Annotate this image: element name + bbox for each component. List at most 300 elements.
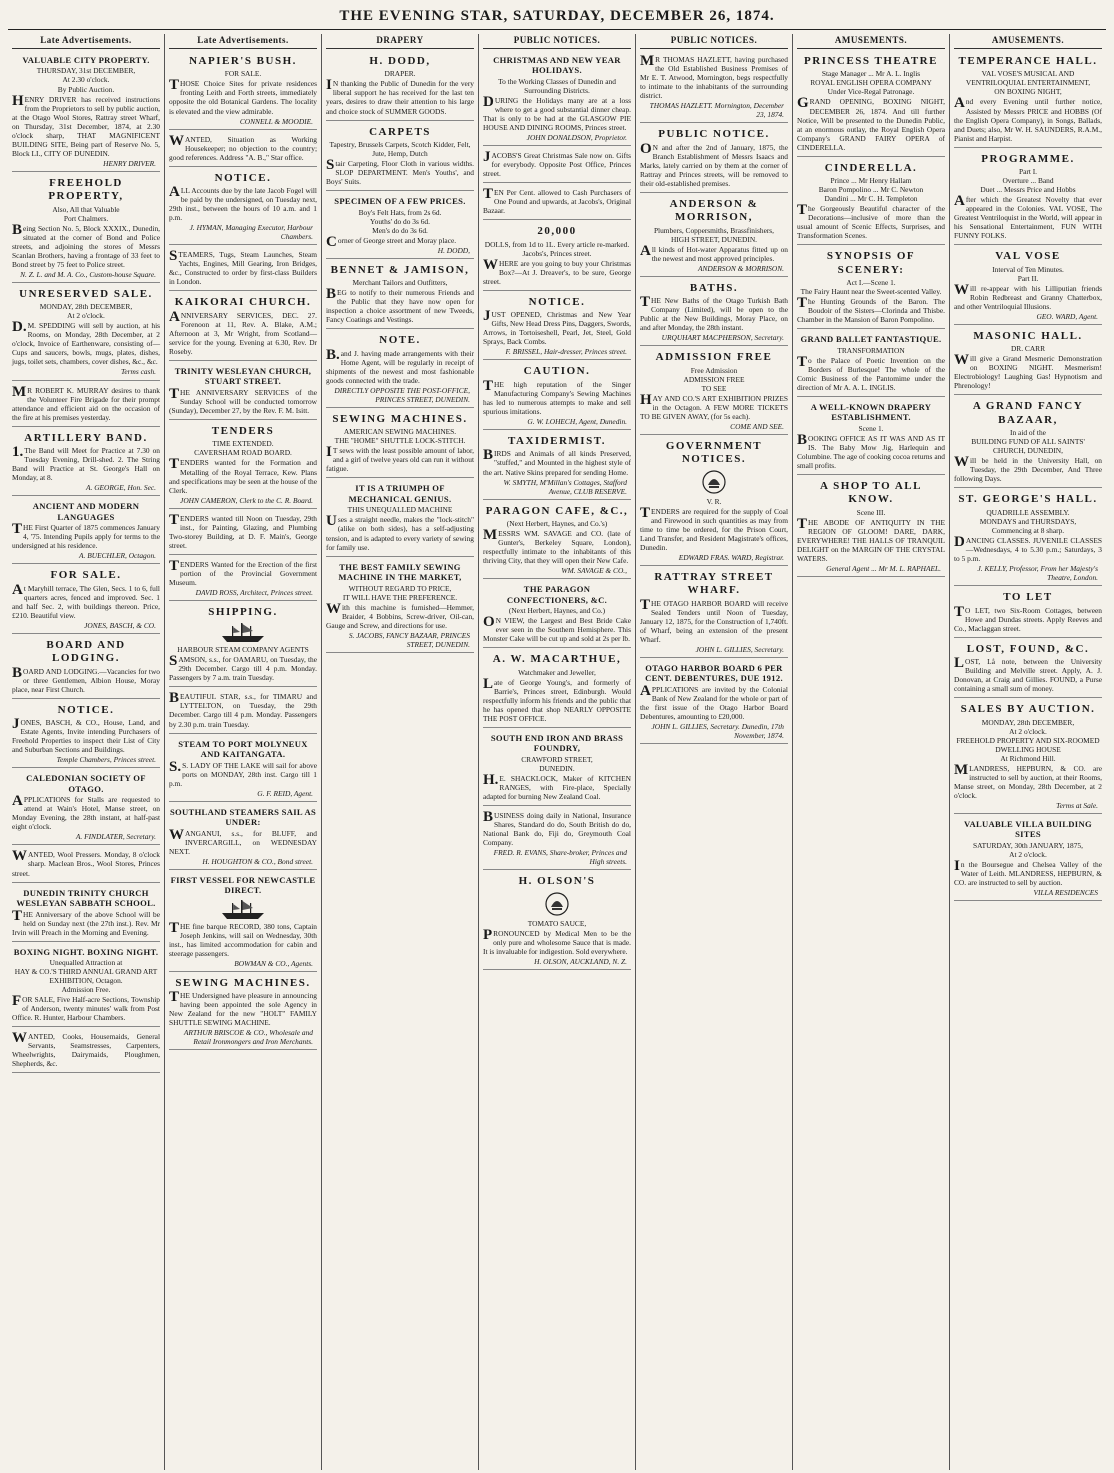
ad-signature: J. KELLY, Professor, From her Majesty's Theatre, London.	[977, 564, 1098, 583]
ad-body-text: DANCING CLASSES. JUVENILE CLASSES—Wednesdays, 4 to 5.30 p.m.; Saturdays, 3 to 5 p.m.	[954, 533, 1102, 563]
advertisement	[483, 730, 631, 806]
ad-line: At 2.30 o'clock.	[62, 75, 110, 85]
advertisement	[640, 348, 788, 435]
ad-body-text: HENRY DRIVER has received instructions from the Proprietors to sell by public auction, at the Otago Wool Stores, Rattray street Wharf, on Thursday, 31st December, 1874, at 2.30 o'clock sharp, THAT MAGNIFICENT BUILDING SITE, Being part of Reserve No. 5, Block LI., CITY OF DUNEDIN.	[12, 92, 160, 158]
ad-body-text: BEG to notify to their numerous Friends and the Public that they have now open for inspection a choice assortment of new Tweeds, Fancy Coatings and Vestings.	[326, 286, 474, 325]
ad-signature: FRED. R. EVANS, Share-broker, Princes and High streets.	[493, 848, 627, 867]
ad-body-text: B.and J. having made arrangements with their Home Agent, will be regularly in receipt of shipments of the newest and most fashionable goods connected with the trade.	[326, 346, 474, 385]
advertisement	[483, 808, 631, 870]
ad-line: V. R.	[706, 496, 722, 506]
ad-line: DOLLS, from 1d to 1L. Every article re-marked. Jacobs's, Princes street.	[484, 239, 630, 258]
ad-body-text: The Gorgeously Beautiful character of the Decorations—inclusive of more than the usual amount of Scenic Effects, Surprises, and Transformation Scenes.	[797, 202, 945, 241]
ad-body-text: THE high reputation of the Singer Manufacturing Company's Sewing Machines has led to numerous attempts to make and sell spurious imitations.	[483, 377, 631, 416]
ad-line: DRAPER.	[384, 69, 416, 79]
column-header: PUBLIC NOTICES.	[640, 34, 788, 49]
ad-line: Free Admission	[690, 365, 738, 375]
ad-line: DUNEDIN.	[539, 763, 575, 773]
ad-title: CARPETS	[369, 125, 431, 138]
ad-title: SALES BY AUCTION.	[960, 703, 1096, 716]
ad-signature: JOHN CAMERON, Clerk to the C. R. Board.	[180, 495, 313, 505]
advertisement	[954, 327, 1102, 396]
advertisement	[640, 660, 788, 744]
ad-line: To the Working Classes of Dunedin and Surrounding Districts.	[498, 76, 616, 95]
ad-signature: VILLA RESIDENCES	[1033, 887, 1098, 897]
ad-title: THE PARAGON CONFECTIONERS, &C.	[506, 584, 608, 605]
ad-signature: Terms cash.	[120, 367, 156, 377]
ad-body-text: Being Section No. 5, Block XXXIX., Dunedin, situated at the corner of Bond and Police streets, and adjoining the stores of Messrs Scanlan Brothers, having a frontage of 33 feet to Bond street by 75 feet to Police street.	[12, 221, 160, 269]
ad-line: Watchmaker and Jeweller,	[518, 667, 596, 677]
ad-title: CAUTION.	[523, 365, 591, 378]
ad-line: FOR SALE.	[224, 69, 262, 79]
ad-body-text: H.E. SHACKLOCK, Maker of KITCHEN RANGES, with Fire-place, Specially adapted for burning New Zealand Coal.	[483, 771, 631, 801]
ad-signature: JOHN L. GILLIES, Secretary. Dunedin, 17th November, 1874.	[651, 722, 784, 741]
ad-title: ADMISSION FREE	[655, 351, 773, 364]
ad-signature: BOWMAN & CO., Agents.	[234, 958, 313, 968]
advertisement	[12, 701, 160, 769]
ad-title: KAIKORAI CHURCH.	[174, 296, 312, 309]
ad-title: SOUTHLAND STEAMERS SAIL AS UNDER:	[169, 806, 317, 828]
ad-body-text: FOR SALE, Five Half-acre Sections, Township of Anderson, twenty minutes' walk from Post Office. R. Hunter, Harbour Chambers.	[12, 993, 160, 1023]
advertisement	[954, 490, 1102, 586]
advertisement	[326, 52, 474, 121]
ad-title: DUNEDIN TRINITY CHURCH WESLEYAN SABBATH SCHOOL.	[16, 887, 156, 909]
ad-signature: HENRY DRIVER.	[103, 158, 156, 168]
advertisement	[640, 437, 788, 566]
ad-body-text: THE fine barque RECORD, 380 tons, Captain Joseph Jenkins, will sail on Wednesday, 30th inst., has limited accommodation for cabin and steerage passengers.	[169, 919, 317, 958]
advertisement	[640, 125, 788, 193]
advertisement	[12, 885, 160, 942]
ad-line: DR. CARR	[1010, 344, 1046, 354]
ad-title: VALUABLE VILLA BUILDING SITES	[964, 818, 1092, 840]
ad-signature: Temple Chambers, Princes street.	[56, 755, 156, 765]
advertisement	[12, 429, 160, 497]
advertisement	[797, 399, 945, 475]
ad-title: PUBLIC NOTICE.	[658, 128, 770, 141]
ad-line: SATURDAY, 30th JANUARY, 1875,	[973, 840, 1083, 850]
ad-title: TRINITY WESLEYAN CHURCH, STUART STREET.	[174, 365, 312, 387]
ad-body-text: To the Palace of Poetic Invention on the Borders of Burlesque! The whole of the Comic Business of the Pantomime under the direction of Mr A. A. L. INGLIS.	[797, 353, 945, 392]
ad-signature: S. JACOBS, FANCY BAZAAR, PRINCES STREET, DUNEDIN.	[348, 630, 470, 649]
ad-line: THE "HOME" SHUTTLE LOCK-STITCH.	[334, 436, 466, 446]
ad-title: RATTRAY STREET WHARF.	[654, 570, 774, 597]
ad-line: Commencing at 8 sharp.	[991, 525, 1065, 535]
ad-line: ON BOXING NIGHT,	[994, 87, 1062, 97]
ship-icon	[220, 898, 266, 920]
ad-body-text: In the Boursegue and Chelsea Valley of the Water of Leith. MLANDRESS, HEPBURN, & CO. are instructed to sell by auction.	[954, 857, 1102, 887]
ad-title: BOARD AND LODGING.	[46, 638, 126, 665]
advertisement	[326, 331, 474, 408]
ad-signature: DAVID ROSS, Architect, Princes street.	[195, 587, 313, 597]
advertisement	[483, 502, 631, 580]
ad-signature: WM. SAVAGE & CO.,	[561, 566, 627, 576]
ad-body-text: TENDERS are required for the supply of Coal and Firewood in such quantities as may from time to time be ordered, for the Prison Court, Land Transfer, and Resident Magistrate's offices, Dunedin.	[640, 504, 788, 552]
advertisement	[640, 195, 788, 277]
ad-line: HARBOUR STEAM COMPANY AGENTS	[177, 645, 309, 655]
ad-body-text: BOARD AND LODGING.—Vacancies for two or three Gentlemen, Albion House, Moray place, near First Church.	[12, 664, 160, 694]
advertisement	[169, 52, 317, 130]
ad-signature: A. GEORGE, Hon. Sec.	[86, 483, 156, 493]
ad-line: Duet ... Messrs Price and Hobbs	[980, 185, 1076, 195]
ad-line: MONDAY, 28th DECEMBER,	[981, 717, 1075, 727]
ad-body-text: At Maryhill terrace, The Glen, Secs. 1 to 6, full quarters acres, fenced and improved. Sec. 1 and half Sec. 2, with buildings thereon. Price, £210. Beautiful view.	[12, 581, 160, 620]
ad-body-text: IN thanking the Public of Dunedin for the very liberal support he has received for the last ten years, desires to draw their attention to his large and choice stock of SUMMER GOODS.	[326, 77, 474, 116]
ad-signature: ANDERSON & MORRISON.	[697, 263, 784, 273]
ad-title: OTAGO HARBOR BOARD 6 PER CENT. DEBENTURES, DUE 1912.	[645, 662, 783, 684]
ad-line: TIME EXTENDED.	[212, 439, 274, 449]
ad-line: MONDAY, 28th DECEMBER,	[39, 302, 133, 312]
ad-title: ANCIENT AND MODERN LANGUAGES	[32, 501, 140, 522]
ad-body-text: Late of George Young's, and formerly of Barrie's, Princes street, Edinburgh. Would respectfully inform his friends and the public that he has opened that shop NEARLY OPPOSITE THE POST OFFICE.	[483, 675, 631, 723]
ad-title: SYNOPSIS OF SCENERY:	[826, 250, 916, 276]
ad-title: SOUTH END IRON AND BRASS FOUNDRY,	[490, 732, 624, 754]
ad-line: Stage Manager ... Mr A. L. Inglis	[821, 69, 921, 79]
ad-title: FIRST VESSEL FOR NEWCASTLE DIRECT.	[170, 874, 316, 896]
ad-body-text: Will be held in the University Hall, on Tuesday, the 29th December, And Three following Days.	[954, 454, 1102, 484]
ad-title: ST. GEORGE'S HALL.	[958, 493, 1098, 506]
ad-title: A WELL-KNOWN DRAPERY ESTABLISHMENT.	[810, 401, 932, 423]
advertisement	[169, 247, 317, 291]
advertisement	[326, 123, 474, 192]
ad-body-text: SAMSON, s.s., for OAMARU, on Tuesday, the 29th December. Cargo till 4 p.m. Monday. Passengers by 7 a.m. train Tuesday.	[169, 653, 317, 683]
ad-line: Overture ... Band	[1002, 176, 1054, 186]
column-header: DRAPERY	[326, 34, 474, 49]
ad-line: By Public Auction.	[57, 84, 115, 94]
ad-signature: DIRECTLY OPPOSITE THE POST-OFFICE, PRINCES STREET, DUNEDIN.	[334, 385, 470, 404]
royal-crest-icon	[544, 891, 570, 917]
ad-title: CINDERELLA.	[824, 161, 918, 174]
ad-body-text: Stair Carpeting, Floor Cloth in various widths. SLOP DEPARTMENT. Men's Youths', and Boys' Suits.	[326, 157, 474, 187]
ad-line: HAY & CO.'S THIRD ANNUAL GRAND ART EXHIBITION, Octagon.	[14, 967, 158, 986]
advertisement	[12, 383, 160, 427]
ad-title: CALEDONIAN SOCIETY OF OTAGO.	[26, 773, 146, 794]
ad-title: PRINCESS THEATRE	[804, 54, 938, 67]
column-header: AMUSEMENTS.	[954, 34, 1102, 49]
ad-signature: URQUHART MACPHERSON, Secretary.	[661, 333, 784, 343]
ad-line: ROYAL ENGLISH OPERA COMPANY	[810, 78, 932, 88]
ship-icon	[220, 621, 266, 643]
ad-title: UNRESERVED SALE.	[19, 287, 153, 300]
ad-line: The Fairy Haunt near the Sweet-scented Valley.	[800, 287, 942, 297]
advertisement	[12, 847, 160, 882]
ad-body-text: All kinds of Hot-water Apparatus fitted up on the newest and most approved principles.	[640, 242, 788, 263]
advertisement	[483, 293, 631, 361]
ad-title: ARTILLERY BAND.	[24, 431, 148, 444]
columns-container	[8, 34, 1106, 1470]
ad-line: Merchant Tailors and Outfitters,	[352, 278, 448, 288]
ad-title: 20,000	[537, 225, 577, 238]
ad-signature: J. HYMAN, Managing Executor, Harbour Chambers.	[189, 223, 313, 242]
ad-title: IT IS A TRIUMPH OF MECHANICAL GENIUS.	[348, 483, 452, 504]
ad-title: BOXING NIGHT. BOXING NIGHT.	[13, 946, 159, 957]
ad-signature: F. BRISSEL, Hair-dresser, Princes street.	[505, 347, 627, 357]
ad-line: Also, All that Valuable	[52, 204, 120, 214]
advertisement	[169, 511, 317, 555]
ad-title: THE BEST FAMILY SEWING MACHINE IN THE MARKET,	[338, 561, 462, 583]
advertisement	[169, 132, 317, 167]
ad-title: A GRAND FANCY BAZAAR,	[972, 400, 1084, 426]
advertisement	[12, 566, 160, 634]
advertisement	[640, 279, 788, 347]
ad-body-text: MLANDRESS, HEPBURN, & CO. are instructed to sell by auction, at their Rooms, Manse street, on Monday, 28th December, at 2 o'clock.	[954, 761, 1102, 800]
advertisement	[169, 736, 317, 802]
ad-title: H. OLSON'S	[518, 875, 596, 888]
advertisement	[483, 148, 631, 183]
advertisement	[12, 498, 160, 564]
ad-line: Admission Free.	[61, 985, 111, 995]
ad-body-text: After which the Greatest Novelty that ever appeared in the Colonies. VAL VOSE, The Greatest Ventriloquist in the World, will appear in his Sensational Entertainment, FUN WITH FUNNY FOLKS.	[954, 193, 1102, 241]
ad-body-text: APPLICATIONS for Stalls are requested to attend at Wain's Hotel, Manse street, on Monday Evening, the 28th instant, at half-past eight o'clock.	[12, 793, 160, 832]
advertisement	[483, 872, 631, 970]
ad-title: TEMPERANCE HALL.	[958, 54, 1098, 67]
ad-body-text: S.S. LADY OF THE LAKE will sail for above ports on MONDAY, 28th inst. Cargo till 1 p.m.	[169, 758, 317, 788]
ad-signature: JONES, BASCH, & CO.	[84, 620, 156, 630]
advertisement	[954, 247, 1102, 325]
advertisement	[483, 222, 631, 291]
ad-title: A SHOP TO ALL KNOW.	[820, 480, 922, 506]
masthead: THE EVENING STAR, SATURDAY, DECEMBER 26, 1874.	[8, 6, 1106, 30]
advertisement	[12, 52, 160, 172]
ad-body-text: THE Anniversary of the above School will be held on Sunday next (the 27th inst.). Rev. Mr Irvin will Preach in the Morning and Evening.	[12, 907, 160, 937]
ad-signature: JOHN DONALDSON, Proprietor.	[526, 133, 627, 143]
advertisement	[169, 974, 317, 1051]
ad-title: FOR SALE.	[50, 569, 122, 582]
ad-title: H. DODD,	[369, 54, 431, 67]
ad-line: Part II.	[1017, 273, 1039, 283]
ad-line: Tapestry, Brussels Carpets, Scotch Kidder, Felt, Jute, Hemp, Dutch	[329, 139, 471, 158]
ad-line: TOMATO SAUCE,	[527, 918, 587, 928]
ad-body-text: ALL Accounts due by the late Jacob Fogel will be paid by the undersigned, on Tuesday next, 29th inst., between the hours of 10 a.m. and 1 p.m.	[169, 184, 317, 223]
ad-body-text: 1.The Band will Meet for Practice at 7.30 on Tuesday Evening, Drill-shed. 2. The String Band will Practice at St. George's Hall on Monday, at 8.	[12, 444, 160, 483]
ad-signature: General Agent ... Mr M. L. RAPHAEL.	[826, 564, 941, 574]
ad-line: TO SEE	[701, 383, 727, 393]
ad-body-text: TO LET, two Six-Room Cottages, between Howe and Dundas streets. Apply Reeves and Co., Maclaggan street.	[954, 603, 1102, 633]
advertisement	[169, 363, 317, 420]
ad-body-text: TENDERS Wanted for the Erection of the first portion of the Provincial Government Museum.	[169, 557, 317, 587]
advertisement	[326, 410, 474, 479]
advertisement	[640, 568, 788, 658]
ad-title: GRAND BALLET FANTASTIQUE.	[800, 334, 942, 345]
ad-title: A. W. MACARTHUE,	[492, 653, 622, 666]
advertisement	[169, 804, 317, 870]
advertisement	[797, 52, 945, 157]
ad-title: NOTE.	[379, 334, 421, 347]
ad-line: CAVERSHAM ROAD BOARD.	[194, 448, 292, 458]
advertisement	[954, 397, 1102, 488]
ad-line: Men's do do 3s 6d.	[372, 225, 428, 235]
ad-body-text: WANTED, Wool Pressers. Monday, 8 o'clock sharp. Maclean Bros., Wool Stores, Princes street.	[12, 848, 160, 878]
ad-signature: EDWARD FRAS. WARD, Registrar.	[678, 552, 784, 562]
ad-body-text: WHERE are you going to buy your Christmas Box?—At J. Dreaver's, to be sure, George street.	[483, 256, 631, 286]
advertisement	[954, 700, 1102, 814]
ad-body-text: IT sews with the least possible amount of labor, and a girl of twelve years old can run it without fatigue.	[326, 444, 474, 474]
ad-body-text: APPLICATIONS are invited by the Colonial Bank of New Zealand for the whole or part of the first issue of the Otago Harbor Board Debentures, amounting to £20,000.	[640, 682, 788, 721]
ad-title: CHRISTMAS AND NEW YEAR HOLIDAYS.	[493, 54, 621, 76]
ad-title: PARAGON CAFE, &C.,	[485, 504, 629, 517]
ad-line: Baron Pompolino ... Mr C. Newton	[818, 185, 924, 195]
ad-line: HIGH STREET, DUNEDIN.	[670, 234, 758, 244]
ad-body-text: THE ABODE OF ANTIQUITY IN THE REGION OF GLOOM! DARE, DARK, EVERYWHERE! THE HALLS OF TRANQUIL DELIGHT on the MARGIN OF THE CRYSTAL WATERS.	[797, 515, 945, 563]
ad-line: CRAWFORD STREET,	[521, 754, 593, 764]
advertisement	[326, 261, 474, 330]
ad-signature: N. Z. L. and M. A. Co., Custom-house Square.	[20, 269, 156, 279]
ad-body-text: MR THOMAS HAZLETT, having purchased the Old Established Business Premises of Mr E. T. Atwood, Mornington, begs respectfully to intimate to the inhabitants of the surrounding district.	[640, 52, 788, 101]
ad-line: BUILDING FUND OF ALL SAINTS' CHURCH, DUNEDIN,	[971, 437, 1085, 456]
ad-title: NOTICE.	[214, 171, 272, 184]
ad-title: VAL VOSE	[995, 250, 1061, 263]
ad-title: GOVERNMENT NOTICES.	[665, 439, 763, 466]
ad-title: MASONIC HALL.	[973, 329, 1083, 342]
advertisement	[326, 559, 474, 653]
advertisement	[12, 770, 160, 845]
ad-title: SEWING MACHINES.	[332, 412, 468, 425]
ad-body-text: HAY AND CO.'S ART EXHIBITION PRIZES in the Octagon. A FEW MORE TICKETS TO BE GIVEN AWAY, (for 5s each).	[640, 391, 788, 421]
ad-body-text: THE Undersigned have pleasure in announcing having been appointed the sole Agency in New Zealand for the new "HOLT" FAMILY SHUTTLE SEWING MACHINE.	[169, 989, 317, 1028]
ad-title: TAXIDERMIST.	[508, 435, 606, 448]
column-header: AMUSEMENTS.	[797, 34, 945, 49]
ad-line: Plumbers, Coppersmiths, Brassfinishers,	[653, 225, 775, 235]
ad-line: Interval of Ten Minutes.	[992, 264, 1064, 274]
ad-line: VAL VOSE'S MUSICAL AND VENTRILOQUIAL ENTERTAINMENT,	[965, 69, 1091, 88]
ad-line: (Next Herbert, Haynes, and Co.)	[508, 606, 606, 616]
ad-line: (Next Herbert, Haynes, and Co.'s)	[506, 519, 608, 528]
ad-title: SEWING MACHINES.	[175, 976, 311, 989]
column-5	[636, 34, 793, 1470]
ad-body-text: DURING the Holidays many are at a loss where to get a good substantial dinner cheap. That is only to be had at the GLASGOW PIE HOUSE AND DINING ROOMS, Princes street.	[483, 94, 631, 133]
advertisement	[954, 588, 1102, 638]
advertisement	[954, 816, 1102, 901]
advertisement	[797, 331, 945, 397]
ad-body-text: The Hunting Grounds of the Baron. The Boudoir of the Sisters—Clorinda and Thisbe. Chamber in the Mansion of Baron Pompolino.	[797, 295, 945, 325]
ad-body-text: Uses a straight needle, makes the "lock-stitch" (alike on both sides), has a self-adjusting tension, and is adapted to every variety of sewing for family use.	[326, 513, 474, 552]
column-header: PUBLIC NOTICES.	[483, 34, 631, 49]
ad-body-text: JACOBS'S Great Christmas Sale now on. Gifts for everybody. Opposite Post Office, Princes street.	[483, 149, 631, 179]
ad-body-text: Will re-appear with his Lilliputian friends Robin Redbreast and Granny Chatterbox, and other Ventriloquial Illusions.	[954, 281, 1102, 311]
ad-body-text: Will give a Grand Mesmeric Demonstration on BOXING NIGHT. Mesmerism! Electrobiology! Laughing Gas! Hypnotism and Phrenology!	[954, 352, 1102, 391]
ad-title: TENDERS	[211, 425, 275, 437]
ad-body-text: JUST OPENED, Christmas and New Year Gifts, New Head Dress Pins, Daggers, Swords, Arrows, in Tortoiseshell, Pearl, Jet, Steel, Gold Sprays, Back Combs.	[483, 308, 631, 347]
ad-signature: H. OLSON, AUCKLAND, N. Z.	[534, 956, 627, 966]
ad-title: VALUABLE CITY PROPERTY.	[22, 54, 150, 65]
ad-line: Act I.—Scene 1.	[846, 278, 896, 288]
ad-line: Unequalled Attraction at	[49, 958, 123, 968]
ad-title: BENNET & JAMISON,	[330, 263, 470, 276]
advertisement	[12, 1029, 160, 1073]
ad-body-text: THE OTAGO HARBOR BOARD will receive Sealed Tenders until Noon of Tuesday, January 12, 1875, for the Construction of 1,740ft. of Wharf, being an extension of the present Wharf.	[640, 596, 788, 644]
ad-signature: Terms at Sale.	[1056, 800, 1098, 810]
ad-line: THURSDAY, 31st DECEMBER,	[36, 66, 136, 76]
ad-signature: H. DODD,	[437, 245, 470, 255]
ad-body-text: WANTED, Situation as Working Housekeeper; no objection to the country; good references. Address "A. B.," Star office.	[169, 132, 317, 162]
ad-body-text: MESSRS WM. SAVAGE and CO. (late of Gunter's, Berkeley Square, London), respectfully intimate to the inhabitants of this thriving City, that they will open their New Cafe.	[483, 527, 631, 566]
ad-body-text: BOOKING OFFICE AS IT WAS AND AS IT IS. The Baby Mow Jig, Harlequin and Columbine. The age of cooking cocoa returns and small profits.	[797, 431, 945, 470]
royal-crest-icon	[701, 469, 727, 495]
ad-line: ADMISSION FREE	[683, 374, 745, 384]
column-header: Late Advertisements.	[12, 34, 160, 49]
ad-body-text: MR ROBERT K. MURRAY desires to thank the Volunteer Fire Brigade for their prompt attendance and efficient aid on the occasion of the fire at his premises yesterday.	[12, 383, 160, 422]
ad-signature: W. SMYTH, M'Millan's Cottages, Stafford Avenue, CLUB RESERVE.	[503, 477, 627, 496]
ad-body-text: TENDERS wanted till Noon on Tuesday, 29th inst., for Painting, Glazing, and Plumbing Two-storey Building, at D. F. Main's, George street.	[169, 511, 317, 550]
advertisement	[326, 193, 474, 259]
ad-line: MONDAYS and THURSDAYS,	[979, 516, 1077, 526]
ad-line: Youths' do do 3s 6d.	[370, 216, 430, 226]
advertisement	[797, 477, 945, 577]
ad-body-text: THE New Baths of the Otago Turkish Bath Company (Limited), will be open to the Public at the New Buildings, Moray Place, on and after Monday, the 28th instant.	[640, 294, 788, 333]
ad-signature: A. FINDLATER, Secretary.	[75, 832, 156, 842]
column-1	[8, 34, 165, 1470]
ad-title: PROGRAMME.	[981, 152, 1075, 165]
ad-body-text: TEN Per Cent. allowed to Cash Purchasers of One Pound and upwards, at Jacobs's, Original Bazaar.	[483, 186, 631, 216]
advertisement	[169, 872, 317, 972]
ad-title: NAPIER'S BUSH.	[189, 54, 297, 67]
ad-body-text: Corner of George street and Moray place.	[326, 233, 457, 250]
ad-signature: ARTHUR BRISCOE & CO., Wholesale and Retail Ironmongers and Iron Merchants.	[183, 1028, 313, 1047]
advertisement	[483, 432, 631, 500]
ad-signature: COME AND SEE.	[730, 421, 784, 431]
ad-line: TRANSFORMATION	[837, 345, 905, 355]
column-7	[950, 34, 1106, 1470]
advertisement	[12, 944, 160, 1028]
advertisement	[169, 169, 317, 246]
ad-body-text: And every Evening until further notice, Assisted by Messrs PRICE and HOBBS (Of the English Opera Company), in Songs, Ballads, and Duets; also, Mr W. H. SAUNDERS, R.A.M., Pianist and Harpist.	[954, 95, 1102, 143]
ad-line: Prince ... Mr Henry Hallam	[830, 176, 912, 186]
ad-signature: G. F. REID, Agent.	[257, 788, 313, 798]
ad-line: In aid of the	[1010, 428, 1046, 438]
ad-body-text: THOSE Choice Sites for private residences fronting Leith and Forth streets, immediately opposite the old Botanical Gardens. The locality is elevated and the view admirable.	[169, 77, 317, 116]
ad-signature: JOHN L. GILLIES, Secretary.	[695, 644, 784, 654]
ad-title: NOTICE.	[57, 703, 115, 716]
ad-line: FREEHOLD PROPERTY AND SIX-ROOMED DWELLING HOUSE	[956, 735, 1100, 754]
advertisement	[483, 362, 631, 430]
ad-line: QUADRILLE ASSEMBLY.	[986, 507, 1070, 517]
ad-line: At Richmond Hill.	[1000, 753, 1056, 763]
ad-title: ANDERSON & MORRISON,	[669, 197, 759, 224]
ad-line: Part I.	[1018, 167, 1038, 177]
ad-line: IT WILL HAVE THE PREFERENCE.	[342, 592, 458, 602]
advertisement	[169, 689, 317, 733]
ad-body-text: LOST, Lå note, between the University Building and Melville street. Apply, A. J. Donovan, at Craig and Gillies. FOUND, a Purse containing a small sum of money.	[954, 655, 1102, 694]
advertisement	[797, 247, 945, 329]
ad-title: LOST, FOUND, &C.	[966, 642, 1090, 655]
ad-body-text: TENDERS wanted for the Formation and Metalling of the Royal Terrace, Kew. Plans and specifications may be seen at the house of the Clerk.	[169, 456, 317, 495]
ad-body-text: ON VIEW, the Largest and Best Bride Cake ever seen in the Southern Hemisphere. This Monster Cake will be cut up and sold at 2s per lb.	[483, 614, 631, 644]
column-3	[322, 34, 479, 1470]
column-2	[165, 34, 322, 1470]
ad-body-text: BIRDS and Animals of all kinds Preserved, "stuffed," and Mounted in the highest style of the art. Native Skins prepared for sending Home.	[483, 447, 631, 477]
ad-line: WITHOUT REGARD TO PRICE,	[348, 583, 452, 593]
ad-signature: THOMAS HAZLETT. Mornington, December 23, 1874.	[649, 101, 784, 120]
advertisement	[169, 603, 317, 688]
ad-signature: H. HOUGHTON & CO., Bond street.	[202, 856, 313, 866]
advertisement	[954, 52, 1102, 148]
ad-body-text: With this machine is furnished—Hemmer, Braider, 4 Bobbins, Screw-driver, Oil-can, Gauge and Screw, and directions for use.	[326, 600, 474, 630]
ad-body-text: WANTED, Cooks, Housemaids, General Servants, Seamstresses, Carpenters, Wheelwrights, Dairymaids, Ploughmen, Shepherds, &c.	[12, 1030, 160, 1069]
advertisement	[326, 480, 474, 556]
advertisement	[483, 581, 631, 648]
column-6	[793, 34, 950, 1470]
ad-body-text: THE First Quarter of 1875 commences January 4, '75. Intending Pupils apply for terms to the undersigned at his residence.	[12, 521, 160, 551]
ad-line: AMERICAN SEWING MACHINES.	[343, 427, 457, 437]
advertisement	[169, 293, 317, 361]
advertisement	[169, 422, 317, 509]
ad-title: NOTICE.	[528, 295, 586, 308]
advertisement	[12, 174, 160, 283]
ad-line: Under Vice-Regal Patronage.	[827, 87, 915, 97]
ad-line: At 2 o'clock.	[1009, 726, 1047, 736]
ad-title: BATHS.	[689, 281, 739, 294]
advertisement	[483, 185, 631, 220]
ad-title: SHIPPING.	[208, 605, 278, 618]
ad-line: THIS UNEQUALLED MACHINE	[347, 505, 453, 515]
